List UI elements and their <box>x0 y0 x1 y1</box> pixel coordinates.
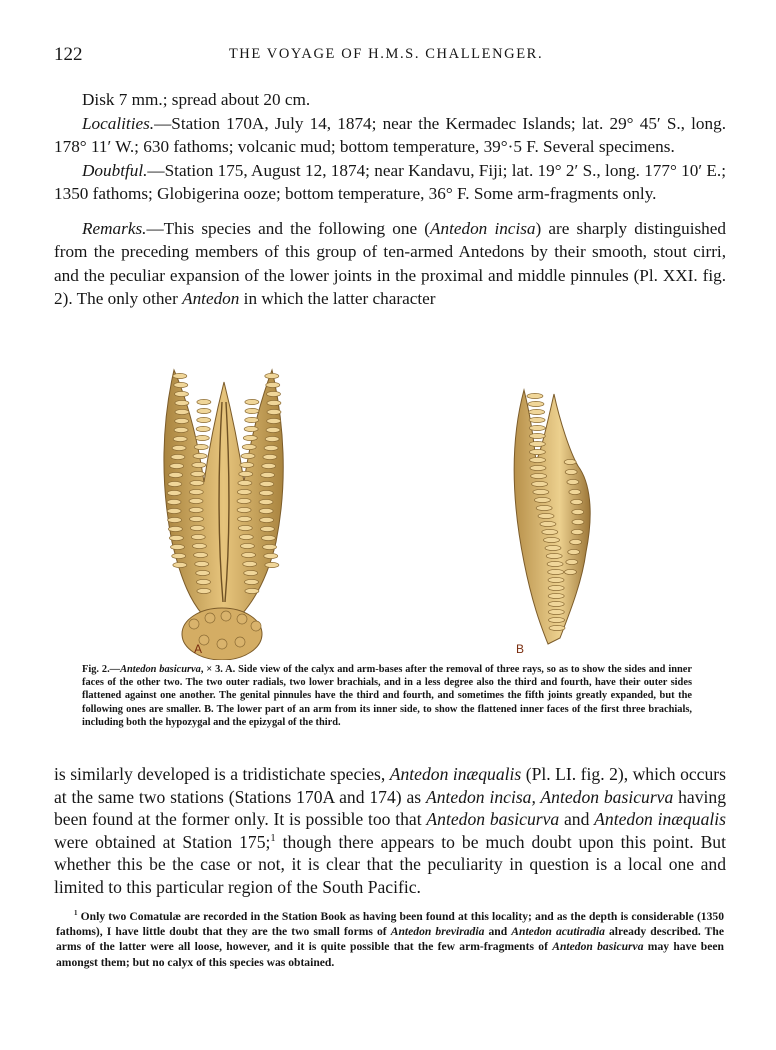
arm-segment <box>548 569 564 574</box>
continuation-species-4: Antedon inæqualis <box>594 809 727 830</box>
footnote-mark: 1 <box>74 909 78 918</box>
arm-segment <box>548 593 564 598</box>
arm-segment <box>265 562 279 567</box>
arm-segment <box>538 513 554 518</box>
pinnule-segment <box>566 559 578 564</box>
arm-segment <box>244 570 258 575</box>
arm-segment <box>545 545 561 550</box>
arm-segment <box>197 588 211 593</box>
arm-segment <box>189 489 203 494</box>
arm-segment <box>175 391 189 396</box>
arm-segment <box>259 499 273 504</box>
arm-segment <box>169 535 183 540</box>
arm-segment <box>529 441 545 446</box>
arm-segment <box>529 425 545 430</box>
caption-figure-number: Fig. 2.— <box>82 664 121 675</box>
arm-segment <box>238 525 252 530</box>
arm-segment <box>240 462 254 467</box>
arm-segment <box>262 463 276 468</box>
arm-segment <box>195 435 209 440</box>
arm-segment <box>239 534 253 539</box>
arm-segment <box>171 454 185 459</box>
doubtful-paragraph <box>54 159 726 206</box>
arm-segment <box>195 561 209 566</box>
localities-text: —Station 170A, July 14, 1874; near the Kermadec Islands; lat. 29° 45′ S., long. 178° 11′ W.; 630 fathoms; volcanic mud; bottom temperature, 39°·5 F. Several specimens. <box>54 113 726 156</box>
arm-segment <box>173 373 187 378</box>
arm-segment <box>240 543 254 548</box>
arm-segment <box>529 409 545 414</box>
arm-segment <box>189 507 203 512</box>
calyx-knob <box>217 639 227 649</box>
arm-segment <box>528 401 544 406</box>
remarks-paragraph <box>54 217 726 311</box>
continuation-paragraph <box>54 763 726 899</box>
arm-segment <box>533 489 549 494</box>
arm-segment <box>530 457 546 462</box>
arm-segment <box>245 408 259 413</box>
arm-segment <box>265 373 279 378</box>
page-number: 122 <box>54 44 83 65</box>
arm-segment <box>548 585 564 590</box>
pinnule-segment <box>568 549 580 554</box>
arm-segment <box>237 507 251 512</box>
arm-segment <box>175 418 189 423</box>
arm-segment <box>242 444 256 449</box>
arm-segment <box>548 601 564 606</box>
figure-illustration <box>54 362 726 660</box>
arm-segment <box>174 427 188 432</box>
arm-segment <box>190 525 204 530</box>
remarks-species-1: Antedon incisa <box>430 218 536 238</box>
arm-segment <box>259 490 273 495</box>
arm-segment <box>190 516 204 521</box>
pinnule-segment <box>572 509 584 514</box>
arm-segment <box>529 449 545 454</box>
pinnule-segment <box>572 519 584 524</box>
remarks-text-2: ) are sharply distinguished from the preceding members of this group of ten-armed Antedons by their smooth, stout cirri, and the peculiar expansion of the lower joints in the proximal and middle pinnules (Pl. XXI. fig. 2). The only other <box>54 218 726 308</box>
continuation-species-2: Antedon incisa, Antedon basicurva <box>425 786 674 807</box>
footnote-species-1: Antedon breviradia <box>390 925 485 939</box>
arm-segment <box>197 417 211 422</box>
calyx-knob <box>221 611 231 621</box>
arm-segment <box>237 498 251 503</box>
arm-segment <box>527 393 543 398</box>
arm-segment <box>263 454 277 459</box>
arm-segment <box>167 508 181 513</box>
calyx-knob <box>189 619 199 629</box>
localities-label: Localities. <box>82 113 155 133</box>
arm-segment <box>547 561 563 566</box>
arm-segment <box>245 399 259 404</box>
running-title: THE VOYAGE OF H.M.S. CHALLENGER. <box>228 46 544 62</box>
arm-segment <box>536 505 552 510</box>
pinnule-segment <box>564 459 576 464</box>
arm-segment <box>267 400 281 405</box>
arm-segment <box>260 526 274 531</box>
arm-segment <box>531 473 547 478</box>
arm-segment <box>260 517 274 522</box>
pinnule-segment <box>567 479 579 484</box>
arm-segment <box>548 577 564 582</box>
remarks-label: Remarks. <box>82 218 147 238</box>
arm-segment <box>241 453 255 458</box>
pinnule-segment <box>569 489 581 494</box>
arm-segment <box>239 471 253 476</box>
figure-label-a: A <box>194 642 203 656</box>
footnote-text-4: may have been amongst them; but no calyx of this species was obtained. <box>56 940 724 969</box>
arm-segment <box>197 399 211 404</box>
arm-segment <box>242 552 256 557</box>
arm-segment <box>172 553 186 558</box>
arm-segment <box>168 481 182 486</box>
body-text-bottom <box>54 763 726 899</box>
caption-species: Antedon basicurva <box>120 664 201 675</box>
continuation-text-4: and <box>559 809 595 830</box>
arm-segment <box>542 529 558 534</box>
arm-segment <box>173 436 187 441</box>
arm-segment <box>266 427 280 432</box>
arm-segment <box>196 579 210 584</box>
pinnule-segment <box>564 569 576 574</box>
doubtful-text: —Station 175, August 12, 1874; near Kandavu, Fiji; lat. 19° 2′ S., long. 177° 10′ E.; 1350 fathoms; Globigerina ooze; bottom temperature, 36° F. Some arm-fragments only. <box>54 160 726 203</box>
continuation-species-1: Antedon inæqualis <box>389 764 522 784</box>
arm-segment <box>267 409 281 414</box>
arm-segment <box>544 537 560 542</box>
arm-segment <box>175 409 189 414</box>
figure-label-b: B <box>516 642 525 656</box>
arm-segment <box>267 418 281 423</box>
arm-segment <box>174 382 188 387</box>
arm-segment <box>194 444 208 449</box>
continuation-text-5: were obtained at Station 175; <box>54 831 271 852</box>
footnote-species-3: Antedon basicurva <box>552 940 644 954</box>
footnote-text-2: and <box>484 925 512 939</box>
doubtful-label: Doubtful. <box>82 160 148 180</box>
arm-segment <box>171 544 185 549</box>
arm-segment <box>172 445 186 450</box>
localities-paragraph <box>54 112 726 159</box>
continuation-text-2: (Pl. LI. fig. 2), which occurs at the same two stations (Stations 170A and 174) as <box>54 764 726 807</box>
pinnule-segment <box>571 499 583 504</box>
calyx-knob <box>205 613 215 623</box>
remarks-text-3: in which the latter character <box>239 289 436 308</box>
arm-segment <box>265 436 279 441</box>
continuation-text-6: though there appears to be much doubt upon this point. But whether this be the case or not, it is clear that the peculiarity in question is a local one and limited to this particular region of the South Pacific. <box>54 831 726 897</box>
footnote-reference[interactable]: 1 <box>270 832 276 844</box>
body-text-top <box>54 88 726 311</box>
pinnule-segment <box>571 529 583 534</box>
arm-segment <box>243 435 257 440</box>
arm-segment <box>168 517 182 522</box>
continuation-text-3: having been found at the former only. It is possible too that <box>54 786 727 830</box>
arm-segment <box>167 490 181 495</box>
arm-segment <box>548 609 564 614</box>
arm-segment <box>175 400 189 405</box>
arm-segment <box>529 433 545 438</box>
footnote <box>56 909 724 970</box>
arm-segment <box>196 426 210 431</box>
arm-segment <box>191 471 205 476</box>
footnote-text-1: Only two Comatulæ are recorded in the Station Book as having been found at this locality; and as the depth is considerable (1350 fathoms), I have little doubt that they are the two small forms of <box>56 910 724 939</box>
arm-segment <box>191 534 205 539</box>
arm-segment <box>192 462 206 467</box>
arm-segment <box>260 481 274 486</box>
calyx-knob <box>251 621 261 631</box>
arm-segment <box>167 499 181 504</box>
continuation-text-1: is similarly developed is a tridistichate species, <box>54 764 390 784</box>
specimen-b-drawing <box>514 390 590 644</box>
arm-segment <box>169 472 183 477</box>
arm-segment <box>245 417 259 422</box>
specimen-a-drawing <box>164 370 283 660</box>
arm-segment <box>190 480 204 485</box>
arm-segment <box>263 544 277 549</box>
arm-segment <box>264 445 278 450</box>
arm-segment <box>534 497 550 502</box>
arm-segment <box>549 625 565 630</box>
arm-segment <box>529 417 545 422</box>
remarks-species-2: Antedon <box>182 289 240 308</box>
figure-2 <box>54 362 726 660</box>
arm-segment <box>264 553 278 558</box>
arm-segment <box>173 562 187 567</box>
arm-segment <box>244 426 258 431</box>
footnote-species-2: Antedon acutiradia <box>511 925 605 939</box>
arm-segment <box>170 463 184 468</box>
arm-segment <box>238 516 252 521</box>
arm-segment <box>196 570 210 575</box>
pinnule-segment <box>570 539 582 544</box>
arm-segment <box>532 481 548 486</box>
arm-segment <box>168 526 182 531</box>
arm-segment <box>546 553 562 558</box>
continuation-species-3: Antedon basicurva <box>426 809 560 830</box>
arm-segment <box>193 453 207 458</box>
remarks-text-1: —This species and the following one ( <box>146 218 430 238</box>
arm-segment <box>243 561 257 566</box>
arm-segment <box>197 408 211 413</box>
arm-segment <box>261 535 275 540</box>
arm-segment <box>194 552 208 557</box>
footnote-text-3: already described. The arms of the latter were all loose, however, and it is quite possible that the few arm-fragments of <box>56 925 724 954</box>
arm-segment <box>540 521 556 526</box>
arm-segment <box>267 391 281 396</box>
disk-measurement: Disk 7 mm.; spread about 20 cm. <box>82 90 311 109</box>
arm-segment <box>266 382 280 387</box>
pinnule-segment <box>565 469 577 474</box>
arm-segment <box>238 480 252 485</box>
arm-segment <box>244 579 258 584</box>
arm-segment <box>189 498 203 503</box>
running-head <box>54 44 718 68</box>
calyx-knob <box>235 637 245 647</box>
arm-segment <box>237 489 251 494</box>
figure-caption <box>82 663 692 729</box>
arm-segment <box>261 472 275 477</box>
arm-segment <box>259 508 273 513</box>
arm-segment <box>192 543 206 548</box>
calyx-knob <box>237 614 247 624</box>
caption-text: , × 3. A. Side view of the calyx and arm-bases after the removal of three rays, so as to show the sides and inner faces of the other two. The two outer radials, two lower brachials, and in a less degree also the third and fourth, have their outer sides flattened against one another. The genital pinnules have the third and fourth, and sometimes the fifth joints greatly expanded, but the following ones are smaller. B. The lower part of an arm from its inner side, to show the flattened inner faces of the first three brachials, including both the hypozygal and the epizygal of the third. <box>82 664 692 728</box>
arm-segment <box>530 465 546 470</box>
arm-segment <box>245 588 259 593</box>
arm-segment <box>549 617 565 622</box>
